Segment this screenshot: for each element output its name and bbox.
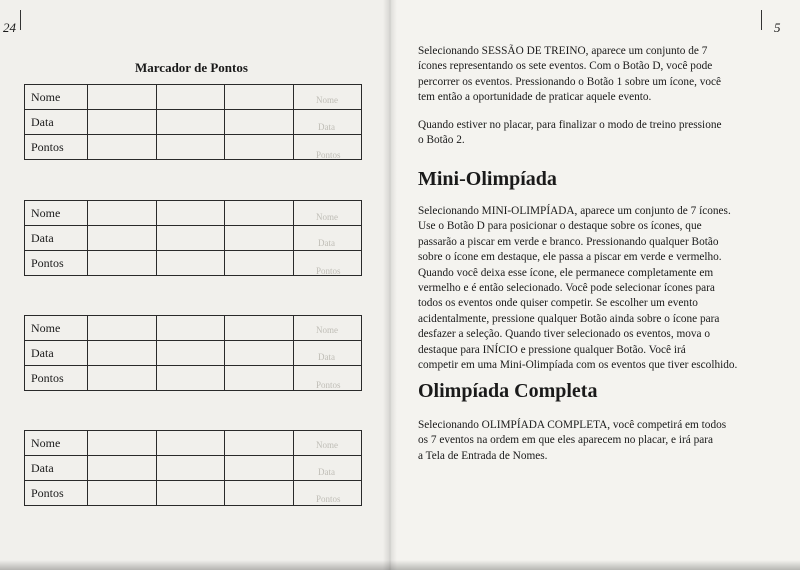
text-line: tem então a oportunidade de praticar aquele evento. [418, 91, 652, 104]
text-line: passarão a piscar em verde e branco. Pressionando qualquer Botão [418, 235, 719, 248]
score-row-name [25, 201, 362, 226]
score-cell[interactable] [293, 85, 362, 110]
score-table [24, 430, 362, 506]
score-row-date [25, 456, 362, 481]
score-cell[interactable] [88, 201, 157, 226]
score-cell[interactable] [88, 85, 157, 110]
score-row-date [25, 226, 362, 251]
score-cell[interactable] [225, 431, 294, 456]
finish-paragraph [418, 118, 768, 149]
show-through: Pontos [316, 494, 341, 504]
page-edge-shadow [0, 560, 390, 570]
text-line: Selecionando SESSÃO DE TREINO, aparece um conjunto de 7 [418, 45, 708, 57]
row-label: Nome [25, 85, 88, 110]
section-heading-mini-olimpiada: Mini-Olimpíada [418, 168, 557, 190]
score-row-name [25, 316, 362, 341]
text-line: Quando você deixa esse ícone, ele permanece completamente em [418, 266, 714, 279]
crop-mark [20, 10, 21, 30]
score-cell[interactable] [156, 366, 225, 391]
score-cell[interactable] [225, 341, 294, 366]
score-cell[interactable] [225, 456, 294, 481]
right-page [390, 0, 800, 570]
score-cell[interactable] [156, 456, 225, 481]
row-label: Pontos [25, 366, 88, 391]
score-cell[interactable] [88, 366, 157, 391]
text-line: Selecionando OLIMPÍADA COMPLETA, você competirá em todos [418, 419, 727, 431]
text-line: competir em uma Mini-Olimpíada com os eventos que tiver escolhido. [418, 359, 738, 372]
row-label: Nome [25, 316, 88, 341]
show-through: Data [318, 238, 335, 248]
show-through: Data [318, 352, 335, 362]
score-cell[interactable] [88, 316, 157, 341]
score-cell[interactable] [293, 481, 362, 506]
row-label: Data [25, 110, 88, 135]
show-through: Nome [316, 95, 338, 105]
show-through: Pontos [316, 266, 341, 276]
score-cell[interactable] [293, 431, 362, 456]
show-through: Data [318, 467, 335, 477]
score-row-date [25, 341, 362, 366]
text-line: os 7 eventos na ordem em que eles aparecem no placar, e irá para [418, 434, 714, 447]
score-cell[interactable] [156, 251, 225, 276]
score-table [24, 84, 362, 160]
score-cell[interactable] [225, 135, 294, 160]
score-row-points [25, 251, 362, 276]
score-cell[interactable] [156, 226, 225, 251]
score-cell[interactable] [156, 110, 225, 135]
score-cell[interactable] [225, 85, 294, 110]
mini-olimpiada-paragraph [418, 204, 768, 373]
score-cell[interactable] [156, 135, 225, 160]
score-cell[interactable] [88, 431, 157, 456]
show-through: Data [318, 122, 335, 132]
score-cell[interactable] [225, 226, 294, 251]
row-label: Pontos [25, 135, 88, 160]
olimpiada-completa-paragraph [418, 418, 768, 464]
score-cell[interactable] [293, 226, 362, 251]
score-cell[interactable] [225, 201, 294, 226]
text-line: todos os eventos onde quiser competir. Se escolher um evento [418, 297, 698, 310]
score-cell[interactable] [293, 366, 362, 391]
text-line: destaque para INÍCIO e pressione qualquer Botão. Você irá [418, 343, 686, 356]
page-edge-shadow [390, 560, 800, 570]
score-cell[interactable] [293, 201, 362, 226]
show-through: Pontos [316, 380, 341, 390]
row-label: Data [25, 226, 88, 251]
score-cell[interactable] [156, 431, 225, 456]
row-label: Nome [25, 201, 88, 226]
score-table [24, 315, 362, 391]
row-label: Pontos [25, 481, 88, 506]
left-page [0, 0, 390, 570]
score-cell[interactable] [225, 366, 294, 391]
score-row-points [25, 135, 362, 160]
score-row-name [25, 85, 362, 110]
text-line: ícones representando os sete eventos. Com o Botão D, você pode [418, 60, 713, 73]
score-row-points [25, 481, 362, 506]
score-row-points [25, 366, 362, 391]
score-row-date [25, 110, 362, 135]
score-cell[interactable] [293, 251, 362, 276]
show-through: Nome [316, 212, 338, 222]
text-line: acidentalmente, pressione qualquer Botão ainda sobre o ícone para [418, 312, 720, 325]
text-line: Use o Botão D para posicionar o destaque sobre os ícones, que [418, 220, 702, 233]
score-table [24, 200, 362, 276]
score-cell[interactable] [225, 251, 294, 276]
show-through: Pontos [316, 150, 341, 160]
score-cell[interactable] [88, 341, 157, 366]
score-cell[interactable] [156, 341, 225, 366]
score-cell[interactable] [156, 316, 225, 341]
score-cell[interactable] [88, 251, 157, 276]
text-line: o Botão 2. [418, 134, 465, 147]
row-label: Nome [25, 431, 88, 456]
text-line: vermelho e é então selecionado. Você pode selecionar ícones para [418, 282, 715, 295]
score-cell[interactable] [156, 481, 225, 506]
section-heading-olimpiada-completa: Olimpíada Completa [418, 380, 598, 402]
score-cell[interactable] [88, 456, 157, 481]
score-row-name [25, 431, 362, 456]
crop-mark [761, 10, 762, 30]
text-line: a Tela de Entrada de Nomes. [418, 449, 548, 462]
score-cell[interactable] [88, 481, 157, 506]
page-number: 24 [3, 20, 16, 35]
score-cell[interactable] [156, 85, 225, 110]
score-cell[interactable] [293, 341, 362, 366]
show-through: Nome [316, 325, 338, 335]
score-cell[interactable] [293, 316, 362, 341]
score-cell[interactable] [293, 135, 362, 160]
row-label: Data [25, 341, 88, 366]
scoresheet-title: Marcador de Pontos [135, 60, 248, 75]
score-cell[interactable] [88, 110, 157, 135]
text-line: Quando estiver no placar, para finalizar o modo de treino pressione [418, 119, 722, 131]
score-cell[interactable] [225, 316, 294, 341]
score-cell[interactable] [293, 456, 362, 481]
book-gutter [383, 0, 397, 570]
page-number: 5 [774, 20, 781, 35]
show-through: Nome [316, 440, 338, 450]
row-label: Pontos [25, 251, 88, 276]
score-cell[interactable] [88, 135, 157, 160]
score-cell[interactable] [293, 110, 362, 135]
score-cell[interactable] [225, 481, 294, 506]
score-cell[interactable] [156, 201, 225, 226]
score-cell[interactable] [88, 226, 157, 251]
row-label: Data [25, 456, 88, 481]
text-line: sobre o ícone em destaque, ele passa a piscar em verde e vermelho. [418, 251, 722, 264]
intro-paragraph [418, 44, 768, 106]
score-cell[interactable] [225, 110, 294, 135]
text-line: percorrer os eventos. Pressionando o Botão 1 sobre um ícone, você [418, 75, 722, 88]
text-line: Selecionando MINI-OLIMPÍADA, aparece um conjunto de 7 ícones. [418, 205, 731, 217]
text-line: desfazer a seleção. Quando tiver selecionado os eventos, mova o [418, 328, 711, 341]
